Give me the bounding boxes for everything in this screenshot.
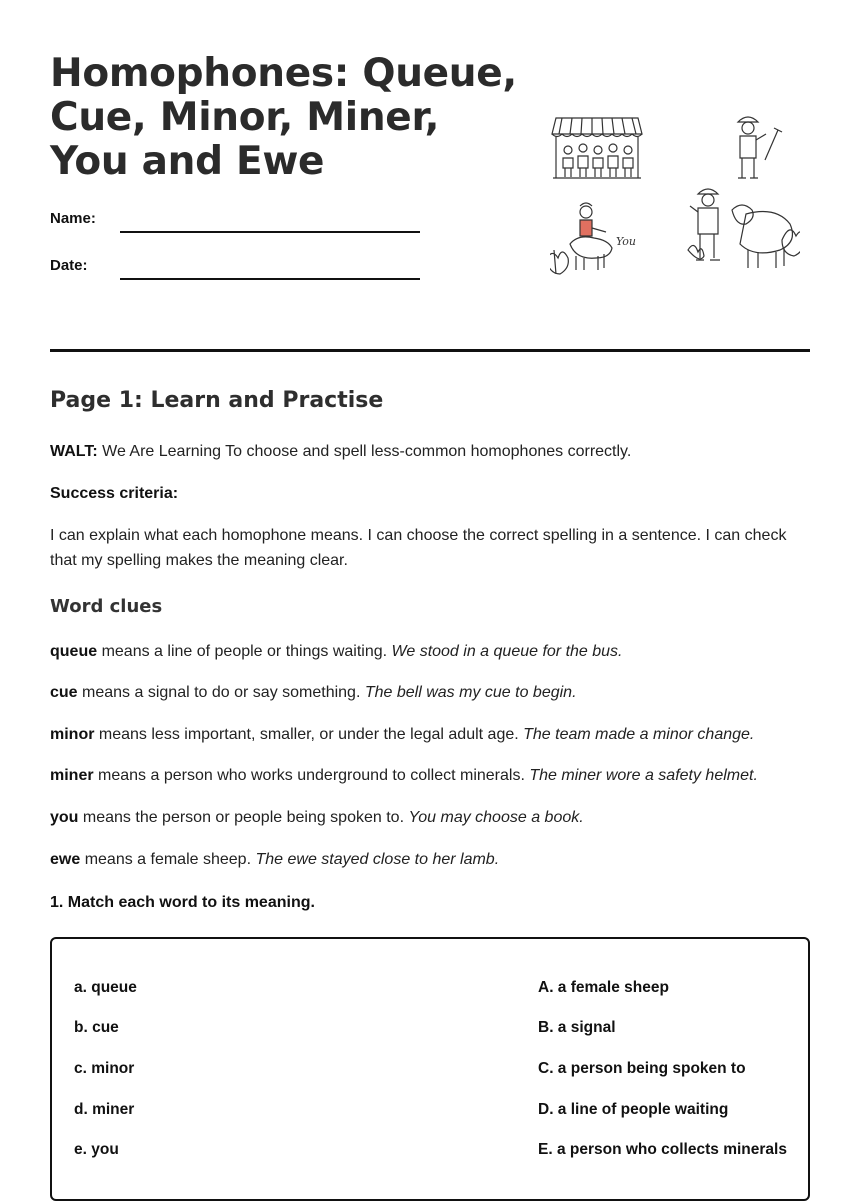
match-word-d[interactable]: d. miner: [74, 1101, 135, 1118]
clue-item: [50, 724, 810, 746]
clue-example: The bell was my cue to begin.: [364, 684, 577, 701]
clue-meaning: means a person who works underground to collect minerals.: [93, 767, 530, 784]
walt-text: We Are Learning To choose and spell less-common homophones correctly.: [97, 443, 632, 460]
clue-example: You may choose a book.: [408, 809, 584, 826]
clue-item: [50, 807, 810, 829]
walt-label: WALT:: [50, 443, 98, 460]
matching-box: [50, 937, 810, 1201]
clue-meaning: means a signal to do or say something.: [77, 684, 365, 701]
homophones-illustration: [550, 110, 800, 280]
miner-with-pick-illustration: [738, 117, 782, 178]
clue-meaning: means a line of people or things waiting.: [97, 643, 392, 660]
section-heading: Page 1: Learn and Practise: [50, 388, 384, 413]
clue-example: The ewe stayed close to her lamb.: [255, 851, 500, 868]
match-meaning-d[interactable]: D. a line of people waiting: [538, 1101, 729, 1118]
section-divider: [50, 349, 810, 352]
clue-meaning: means the person or people being spoken to.: [78, 809, 409, 826]
clue-word: miner: [50, 767, 94, 784]
clue-item: [50, 849, 810, 871]
clue-example: We stood in a queue for the bus.: [391, 643, 623, 660]
child-and-ewe-illustration: [688, 189, 800, 268]
clue-meaning: means a female sheep.: [80, 851, 256, 868]
clue-item: [50, 641, 810, 663]
page-title: Homophones: Queue, Cue, Minor, Miner, You and Ewe: [50, 51, 517, 184]
success-criteria-text: I can explain what each homophone means. I can choose the correct spelling in a sentence. I can check that my spelling makes the meaning clear.: [50, 527, 787, 569]
question-1-prompt: 1. Match each word to its meaning.: [50, 894, 315, 911]
date-label: Date:: [50, 257, 88, 274]
clue-item: [50, 765, 810, 787]
match-word-c[interactable]: c. minor: [74, 1060, 135, 1077]
clue-item: [50, 682, 810, 704]
word-clues-heading: Word clues: [50, 596, 163, 617]
match-meaning-c[interactable]: C. a person being spoken to: [538, 1060, 746, 1077]
clue-example: The team made a minor change.: [523, 726, 755, 743]
name-label: Name:: [50, 210, 96, 227]
match-meaning-b[interactable]: B. a signal: [538, 1019, 616, 1036]
clue-word: ewe: [50, 851, 81, 868]
success-criteria-label: Success criteria:: [50, 485, 179, 502]
walt-statement: [50, 439, 810, 464]
clue-meaning: means less important, smaller, or under the legal adult age.: [94, 726, 524, 743]
date-line[interactable]: [120, 278, 420, 280]
queue-shop-illustration: [552, 118, 642, 178]
clue-word: you: [50, 809, 79, 826]
match-word-e[interactable]: e. you: [74, 1141, 119, 1158]
match-meaning-a[interactable]: A. a female sheep: [538, 979, 669, 996]
you-caption: You: [616, 235, 637, 248]
match-word-b[interactable]: b. cue: [74, 1019, 119, 1036]
name-line[interactable]: [120, 231, 420, 233]
clue-word: cue: [50, 684, 78, 701]
clue-word: queue: [50, 643, 98, 660]
child-on-sheep-illustration: [550, 203, 612, 274]
match-meaning-e[interactable]: E. a person who collects minerals: [538, 1141, 787, 1158]
match-word-a[interactable]: a. queue: [74, 979, 137, 996]
clue-example: The miner wore a safety helmet.: [529, 767, 758, 784]
clue-word: minor: [50, 726, 95, 743]
